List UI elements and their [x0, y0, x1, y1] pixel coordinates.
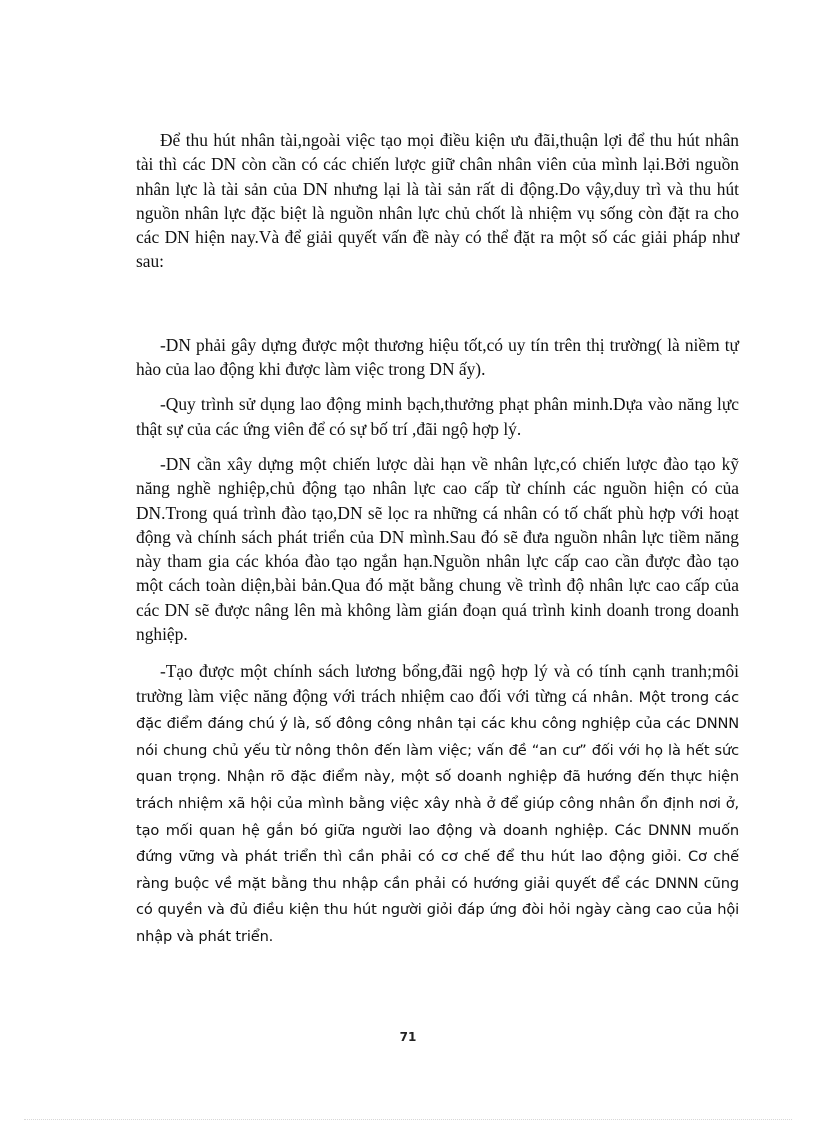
- solution-item-compensation: [136, 659, 739, 949]
- solution-item-transparency: -Quy trình sử dụng lao động minh bạch,thưởng phạt phân minh.Dựa vào năng lực thật sự của các ứng viên để có sự bố trí ,đãi ngộ hợp lý.: [136, 394, 739, 439]
- solution-item-brand: -DN phải gây dựng được một thương hiệu tốt,có uy tín trên thị trường( là niềm tự hào của lao động khi được làm việc trong DN ấy).: [136, 334, 739, 380]
- solution-item-long-term-strategy: -DN cần xây dựng một chiến lược dài hạn về nhân lực,có chiến lược đào tạo kỹ năng nghề nghiệp,chủ động tạo nhân lực cao cấp từ chính các nguồn hiện có của DN.Trong quá trình đào tạo,DN sẽ lọc ra những cá nhân có tố chất phù hợp với hoạt động và chính sách phát triển của DN mình.Sau đó sẽ đưa nguồn nhân lực tiềm năng này tham gia các khóa đào tạo ngắn hạn.Nguồn nhân lực cấp cao cần được đào tạo một cách toàn diện,bài bản.Qua đó mặt bằng chung về trình độ nhân lực cao cấp của các DN sẽ được nâng lên mà không làm gián đoạn quá trình kinh doanh trong doanh nghiệp.: [136, 453, 739, 645]
- compensation-text-serif: -Tạo được một chính sách lương bổng,đãi ngộ hợp lý và có tính cạnh tranh;môi trường làm việc năng động với trách nhiệm cao đối với từng cá: [136, 661, 739, 706]
- footer-divider: [24, 1119, 792, 1120]
- page-number: 71: [399, 1030, 417, 1044]
- intro-paragraph: Để thu hút nhân tài,ngoài việc tạo mọi điều kiện ưu đãi,thuận lợi để thu hút nhân tài thì các DN còn cần có các chiến lược giữ chân nhân viên của mình lại.Bởi nguồn nhân lực là tài sản của DN nhưng lại là tài sản rất di động.Do vậy,duy trì và thu hút nguồn nhân lực đặc biệt là nguồn nhân lực chủ chốt là nhiệm vụ sống còn đặt ra cho các DN hiện nay.Và để giải quyết vấn đề này có thể đặt ra một số các giải pháp như sau:: [136, 130, 739, 272]
- body-text: [136, 128, 739, 950]
- compensation-text-sans: nhân. Một trong các đặc điểm đáng chú ý là, số đông công nhân tại các khu công nghiệp của các DNNN nói chung chủ yếu từ nông thôn đến làm việc; vấn đề “an cư” đối với họ là hết sức quan trọng. Nhận rõ đặc điểm này, một số doanh nghiệp đã hướng đến thực hiện trách nhiệm xã hội của mình bằng việc xây nhà ở để giúp công nhân ổn định nơi ở, tạo mối quan hệ gắn bó giữa người lao động và doanh nghiệp. Các DNNN muốn đứng vững và phát triển thì cần phải có cơ chế để thu hút lao động giỏi. Cơ chế ràng buộc về mặt bằng thu nhập cần phải có hướng giải quyết để các DNNN cũng có quyền và đủ điều kiện thu hút người giỏi đáp ứng đòi hỏi ngày càng cao của hội nhập và phát triển.: [136, 688, 739, 945]
